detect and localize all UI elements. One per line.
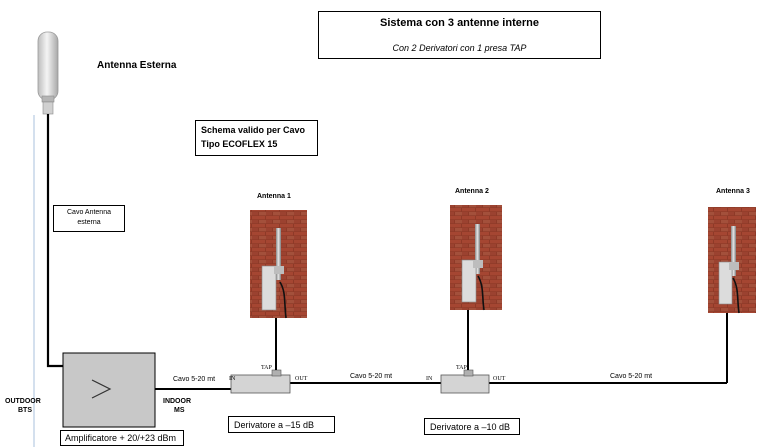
cable-segment-1-label: Cavo 5-20 mt [173,376,216,383]
outdoor-cable-box [53,205,125,232]
splitter-2-value: Derivatore a –10 dB [430,422,511,432]
splitter-1-out-label: OUT [295,376,308,382]
splitter-1-value: Derivatore a –15 dB [234,420,315,430]
antenna-3-icon [708,207,756,313]
splitter-2-tap-label: TAP [456,365,467,371]
antenna-1-icon [250,210,307,318]
splitter-2-icon [441,370,489,393]
outdoor-cable-line2: esterna [77,219,101,226]
indoor-ms-line1: INDOOR [163,398,191,405]
diagram-title: Sistema con 3 antenne interne [380,17,539,29]
title-box [318,11,601,59]
external-antenna-label: Antenna Esterna [97,60,177,71]
splitter-1-icon [231,370,290,393]
antenna-2-icon [450,205,502,310]
cable-type-box [195,120,318,156]
cable-type-line2: Tipo ECOFLEX 15 [201,139,278,149]
cable-segment-3-label: Cavo 5-20 mt [610,373,653,380]
outdoor-bts-line1: OUTDOOR [5,398,41,405]
diagram-subtitle: Con 2 Derivatori con 1 presa TAP [392,43,527,53]
external-antenna-cable [48,114,63,366]
splitter-2-box [424,418,520,435]
external-antenna-icon [38,32,58,114]
amplifier-block [63,353,155,427]
amplifier-label: Amplificatore + 20/+23 dBm [65,433,177,443]
cable-type-line1: Schema valido per Cavo [201,125,306,135]
antenna-1-label: Antenna 1 [257,193,291,200]
splitter-2-out-label: OUT [493,376,506,382]
cable-segment-2-label: Cavo 5-20 mt [350,373,393,380]
outdoor-bts-line2: BTS [18,407,32,414]
splitter-1-box [228,416,335,433]
indoor-ms-line2: MS [174,407,185,414]
outdoor-cable-line1: Cavo Antenna [67,209,111,216]
splitter-1-tap-label: TAP [261,365,272,371]
antenna-2-label: Antenna 2 [455,188,489,195]
splitter-1-in-label: IN [229,376,236,382]
amplifier-label-box [60,430,184,446]
splitter-2-in-label: IN [426,376,433,382]
antenna-3-label: Antenna 3 [716,188,750,195]
